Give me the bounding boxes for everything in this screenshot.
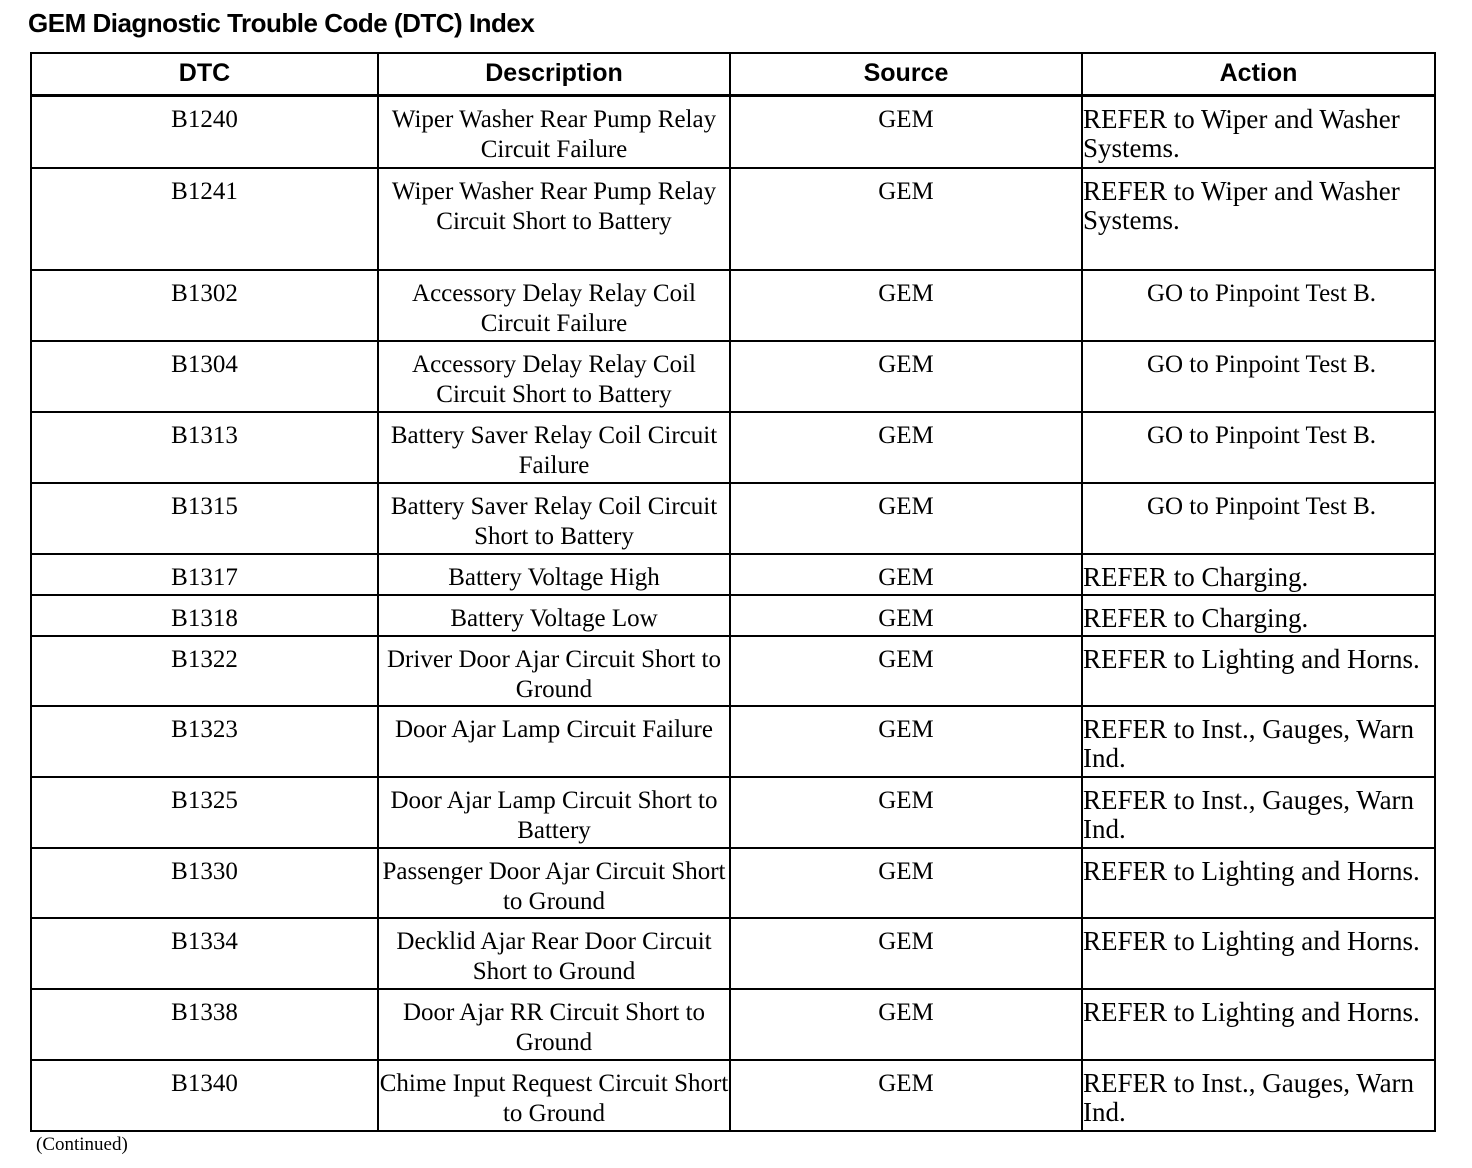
table-row (31, 918, 1435, 989)
table-row (31, 989, 1435, 1060)
dtc-index-table (30, 52, 1436, 1132)
dtc-cell: B1304 (31, 341, 378, 412)
table-row (31, 848, 1435, 918)
action-cell: GO to Pinpoint Test B. (1082, 270, 1435, 341)
source-cell: GEM (730, 777, 1082, 848)
description-cell: Driver Door Ajar Circuit Short to Ground (378, 636, 730, 706)
action-cell: GO to Pinpoint Test B. (1082, 412, 1435, 483)
dtc-cell: B1330 (31, 848, 378, 918)
description-cell: Door Ajar Lamp Circuit Short to Battery (378, 777, 730, 848)
page-title: GEM Diagnostic Trouble Code (DTC) Index (28, 8, 535, 38)
action-cell: GO to Pinpoint Test B. (1082, 483, 1435, 554)
description-cell: Battery Voltage High (378, 554, 730, 595)
action-cell: REFER to Wiper and Washer Systems. (1082, 95, 1435, 168)
column-header-dtc: DTC (31, 53, 378, 95)
source-cell: GEM (730, 412, 1082, 483)
action-cell: REFER to Inst., Gauges, Warn Ind. (1082, 777, 1435, 848)
source-cell: GEM (730, 483, 1082, 554)
dtc-cell: B1340 (31, 1060, 378, 1131)
dtc-cell: B1318 (31, 595, 378, 636)
column-header-source: Source (730, 53, 1082, 95)
table-row (31, 168, 1435, 270)
action-cell: REFER to Inst., Gauges, Warn Ind. (1082, 1060, 1435, 1131)
source-cell: GEM (730, 848, 1082, 918)
source-cell: GEM (730, 989, 1082, 1060)
description-cell: Battery Saver Relay Coil Circuit Short to Battery (378, 483, 730, 554)
table-row (31, 412, 1435, 483)
source-cell: GEM (730, 636, 1082, 706)
source-cell: GEM (730, 168, 1082, 270)
description-cell: Battery Saver Relay Coil Circuit Failure (378, 412, 730, 483)
description-cell: Accessory Delay Relay Coil Circuit Failure (378, 270, 730, 341)
source-cell: GEM (730, 95, 1082, 168)
source-cell: GEM (730, 341, 1082, 412)
source-cell: GEM (730, 1060, 1082, 1131)
description-cell: Accessory Delay Relay Coil Circuit Short to Battery (378, 341, 730, 412)
table-row (31, 95, 1435, 168)
dtc-cell: B1240 (31, 95, 378, 168)
column-header-action: Action (1082, 53, 1435, 95)
dtc-cell: B1325 (31, 777, 378, 848)
table-row (31, 777, 1435, 848)
description-cell: Door Ajar RR Circuit Short to Ground (378, 989, 730, 1060)
table-row (31, 341, 1435, 412)
dtc-cell: B1322 (31, 636, 378, 706)
source-cell: GEM (730, 595, 1082, 636)
dtc-cell: B1302 (31, 270, 378, 341)
description-cell: Passenger Door Ajar Circuit Short to Ground (378, 848, 730, 918)
continued-note: (Continued) (36, 1134, 128, 1155)
description-cell: Decklid Ajar Rear Door Circuit Short to Ground (378, 918, 730, 989)
dtc-cell: B1323 (31, 706, 378, 777)
dtc-cell: B1334 (31, 918, 378, 989)
action-cell: GO to Pinpoint Test B. (1082, 341, 1435, 412)
source-cell: GEM (730, 554, 1082, 595)
action-cell: REFER to Lighting and Horns. (1082, 636, 1435, 706)
dtc-cell: B1313 (31, 412, 378, 483)
source-cell: GEM (730, 270, 1082, 341)
table-header-row (31, 53, 1435, 95)
table-row (31, 270, 1435, 341)
table-row (31, 483, 1435, 554)
column-header-description: Description (378, 53, 730, 95)
action-cell: REFER to Charging. (1082, 554, 1435, 595)
table-row (31, 554, 1435, 595)
description-cell: Chime Input Request Circuit Short to Ground (378, 1060, 730, 1131)
action-cell: REFER to Lighting and Horns. (1082, 918, 1435, 989)
description-cell: Battery Voltage Low (378, 595, 730, 636)
action-cell: REFER to Charging. (1082, 595, 1435, 636)
table-row (31, 636, 1435, 706)
action-cell: REFER to Inst., Gauges, Warn Ind. (1082, 706, 1435, 777)
table-row (31, 1060, 1435, 1131)
action-cell: REFER to Lighting and Horns. (1082, 848, 1435, 918)
table-row (31, 706, 1435, 777)
description-cell: Wiper Washer Rear Pump Relay Circuit Failure (378, 95, 730, 168)
description-cell: Wiper Washer Rear Pump Relay Circuit Short to Battery (378, 168, 730, 270)
dtc-cell: B1338 (31, 989, 378, 1060)
action-cell: REFER to Wiper and Washer Systems. (1082, 168, 1435, 270)
action-cell: REFER to Lighting and Horns. (1082, 989, 1435, 1060)
dtc-cell: B1315 (31, 483, 378, 554)
source-cell: GEM (730, 918, 1082, 989)
source-cell: GEM (730, 706, 1082, 777)
dtc-cell: B1317 (31, 554, 378, 595)
table-row (31, 595, 1435, 636)
dtc-cell: B1241 (31, 168, 378, 270)
description-cell: Door Ajar Lamp Circuit Failure (378, 706, 730, 777)
